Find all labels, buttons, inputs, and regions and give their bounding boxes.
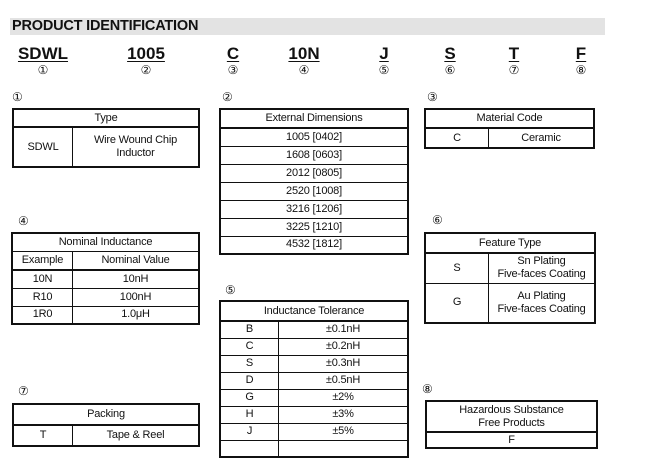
- hazard-header: Hazardous Substance Free Products: [426, 401, 597, 432]
- table-cell: 10nH: [73, 270, 200, 288]
- table-cell: Au Plating Five-faces Coating: [489, 283, 596, 323]
- table-cell: 10N: [12, 270, 73, 288]
- table-row: [220, 355, 408, 372]
- table-row: [220, 423, 408, 440]
- tolerance-header: Inductance Tolerance: [220, 301, 408, 321]
- feature-header: Feature Type: [425, 233, 595, 253]
- dimensions-header: External Dimensions: [220, 109, 408, 128]
- table-cell: 1005 [0402]: [220, 128, 408, 146]
- table-cell: 1608 [0603]: [220, 146, 408, 164]
- part-code-number-1: ①: [37, 63, 49, 77]
- part-code-number-8: ⑧: [575, 63, 587, 77]
- table-row: [12, 306, 199, 324]
- table-row: [425, 253, 595, 283]
- material-code: C: [425, 128, 489, 148]
- table-cell: H: [220, 406, 279, 423]
- page-title: PRODUCT IDENTIFICATION: [12, 18, 199, 34]
- table-cell: ±3%: [279, 406, 409, 423]
- table-cell: ±2%: [279, 389, 409, 406]
- packing-desc: Tape & Reel: [73, 425, 200, 446]
- part-code-number-5: ⑤: [378, 63, 390, 77]
- part-code-3: C: [226, 44, 240, 63]
- part-code-2: 1005: [127, 44, 165, 63]
- label-type: ①: [12, 90, 23, 104]
- inductance-table: [11, 232, 200, 325]
- table-cell: R10: [12, 288, 73, 306]
- table-cell: S: [220, 355, 279, 372]
- table-cell: C: [220, 338, 279, 355]
- table-row: [220, 338, 408, 355]
- packing-header: Packing: [13, 404, 199, 425]
- packing-code: T: [13, 425, 73, 446]
- label-feature: ⑥: [432, 213, 443, 227]
- table-row: [220, 182, 408, 200]
- label-tolerance: ⑤: [225, 283, 236, 297]
- table-cell: 1.0μH: [73, 306, 200, 324]
- table-row: [220, 236, 408, 254]
- dimensions-table: [219, 108, 409, 255]
- label-inductance: ④: [18, 214, 29, 228]
- material-header: Material Code: [425, 109, 594, 128]
- part-code-8: F: [575, 44, 587, 63]
- table-cell: S: [425, 253, 489, 283]
- part-code-6: S: [444, 44, 456, 63]
- table-cell: B: [220, 321, 279, 338]
- type-header: Type: [13, 109, 199, 127]
- table-row: [220, 200, 408, 218]
- part-code-number-2: ②: [140, 63, 152, 77]
- col-example: Example: [12, 251, 73, 270]
- table-row: [220, 164, 408, 182]
- part-code-number-3: ③: [227, 63, 239, 77]
- table-row: [425, 283, 595, 323]
- part-code-number-4: ④: [298, 63, 310, 77]
- table-cell: 4532 [1812]: [220, 236, 408, 254]
- part-code-number-6: ⑥: [444, 63, 456, 77]
- table-cell: G: [220, 389, 279, 406]
- part-code-4: 10N: [288, 44, 320, 63]
- table-row: [12, 288, 199, 306]
- part-code-1: SDWL: [17, 44, 69, 63]
- label-dimensions: ②: [222, 90, 233, 104]
- section-header: [10, 18, 605, 35]
- type-desc: Wire Wound Chip Inductor: [73, 127, 200, 167]
- table-cell: 100nH: [73, 288, 200, 306]
- table-cell: ±0.1nH: [279, 321, 409, 338]
- part-code-number-7: ⑦: [508, 63, 520, 77]
- type-table: [12, 108, 200, 168]
- feature-table: [424, 232, 596, 324]
- material-table: [424, 108, 595, 149]
- table-cell: 2012 [0805]: [220, 164, 408, 182]
- material-desc: Ceramic: [489, 128, 595, 148]
- label-material: ③: [427, 90, 438, 104]
- tolerance-table: [219, 300, 409, 458]
- table-cell: [279, 440, 409, 457]
- table-row: [12, 270, 199, 288]
- table-row: [220, 440, 408, 457]
- table-cell: Sn Plating Five-faces Coating: [489, 253, 596, 283]
- table-cell: ±0.3nH: [279, 355, 409, 372]
- table-cell: ±0.5nH: [279, 372, 409, 389]
- table-cell: 3225 [1210]: [220, 218, 408, 236]
- table-cell: G: [425, 283, 489, 323]
- table-row: [220, 372, 408, 389]
- hazard-value: F: [426, 432, 597, 448]
- label-hazard: ⑧: [422, 382, 433, 396]
- inductance-header: Nominal Inductance: [12, 233, 199, 251]
- type-code: SDWL: [13, 127, 73, 167]
- packing-table: [12, 403, 200, 447]
- label-packing: ⑦: [18, 384, 29, 398]
- table-cell: D: [220, 372, 279, 389]
- part-code-5: J: [379, 44, 389, 63]
- table-row: [220, 389, 408, 406]
- table-cell: ±0.2nH: [279, 338, 409, 355]
- table-cell: 3216 [1206]: [220, 200, 408, 218]
- table-cell: ±5%: [279, 423, 409, 440]
- table-cell: [220, 440, 279, 457]
- table-cell: 1R0: [12, 306, 73, 324]
- table-row: [220, 406, 408, 423]
- table-row: [220, 321, 408, 338]
- part-code-7: T: [508, 44, 520, 63]
- table-row: [220, 218, 408, 236]
- table-row: [220, 146, 408, 164]
- table-row: [220, 128, 408, 146]
- hazard-table: [425, 400, 598, 449]
- table-cell: 2520 [1008]: [220, 182, 408, 200]
- table-cell: J: [220, 423, 279, 440]
- col-nominal: Nominal Value: [73, 251, 200, 270]
